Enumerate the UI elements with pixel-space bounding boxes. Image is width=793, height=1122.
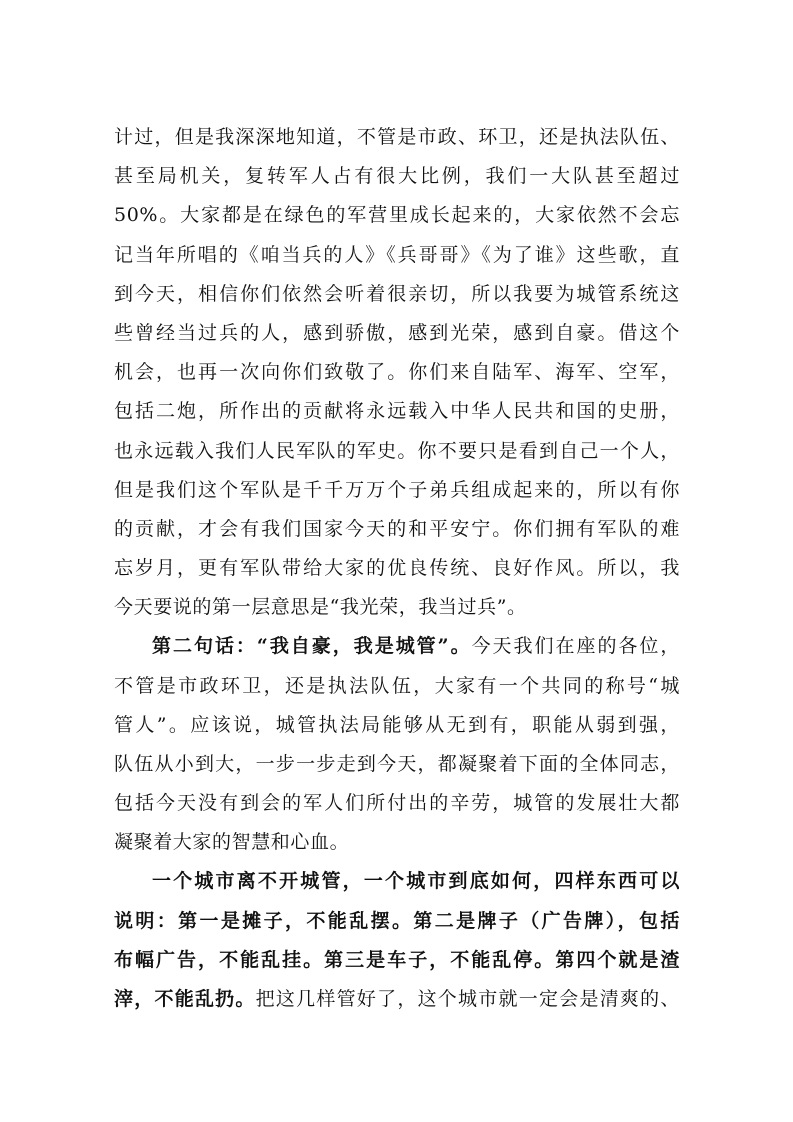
paragraph-line: 到今天，相信你们依然会听着很亲切，所以我要为城管系统这 [114, 283, 680, 305]
paragraph-line: 记当年所唱的《咱当兵的人》《兵哥哥》《为了谁》这些歌，直 [114, 244, 680, 266]
bold-phrase: 一个城市离不开城管，一个城市到底如何，四样东西可以 [152, 870, 680, 892]
paragraph-line: 50%。大家都是在绿色的军营里成长起来的，大家依然不会忘 [114, 204, 680, 226]
paragraph-line: 计过，但是我深深地知道，不管是市政、环卫，还是执法队伍、 [114, 126, 680, 148]
paragraph-line: 但是我们这个军队是千千万万个子弟兵组成起来的，所以有你 [114, 479, 680, 501]
bold-phrase: 布幅广告，不能乱挂。第三是车子，不能乱停。第四个就是渣 [114, 949, 680, 971]
paragraph-line: 队伍从小到大，一步一步走到今天，都凝聚着下面的全体同志， [114, 753, 680, 775]
bold-phrase: 第二句话：“我自豪，我是城管”。 [152, 635, 472, 657]
paragraph-line: 今天要说的第一层意思是“我光荣，我当过兵”。 [114, 596, 527, 618]
paragraph-line: 第二句话：“我自豪，我是城管”。今天我们在座的各位， [152, 635, 680, 657]
paragraph-line: 也永远载入我们人民军队的军史。你不要只是看到自己一个人， [114, 440, 680, 462]
bold-phrase: 滓，不能乱扔。 [114, 988, 256, 1010]
paragraph-line: 包括今天没有到会的军人们所付出的辛劳，城管的发展壮大都 [114, 792, 680, 814]
paragraph-line: 忘岁月，更有军队带给大家的优良传统、良好作风。所以，我 [114, 557, 680, 579]
paragraph-line: 些曾经当过兵的人，感到骄傲，感到光荣，感到自豪。借这个 [114, 322, 680, 344]
paragraph-line: 滓，不能乱扔。把这几样管好了，这个城市就一定会是清爽的、 [114, 988, 680, 1010]
paragraph-line [114, 866, 680, 896]
paragraph-line [114, 906, 680, 936]
paragraph-line [114, 945, 680, 975]
paragraph-line: 凝聚着大家的智慧和心血。 [114, 831, 350, 853]
bold-phrase: 说明：第一是摊子，不能乱摆。第二是牌子（广告牌），包括 [114, 910, 680, 932]
paragraph-line: 甚至局机关，复转军人占有很大比例，我们一大队甚至超过 [114, 165, 680, 187]
paragraph-line: 包括二炮，所作出的贡献将永远载入中华人民共和国的史册， [114, 400, 680, 422]
paragraph-line: 不管是市政环卫，还是执法队伍，大家有一个共同的称号“城 [114, 675, 680, 697]
paragraph-line: 管人”。应该说，城管执法局能够从无到有，职能从弱到强， [114, 714, 680, 736]
paragraph-line: 的贡献，才会有我们国家今天的和平安宁。你们拥有军队的难 [114, 518, 680, 540]
paragraph-line: 机会，也再一次向你们致敬了。你们来自陆军、海军、空军， [114, 361, 680, 383]
